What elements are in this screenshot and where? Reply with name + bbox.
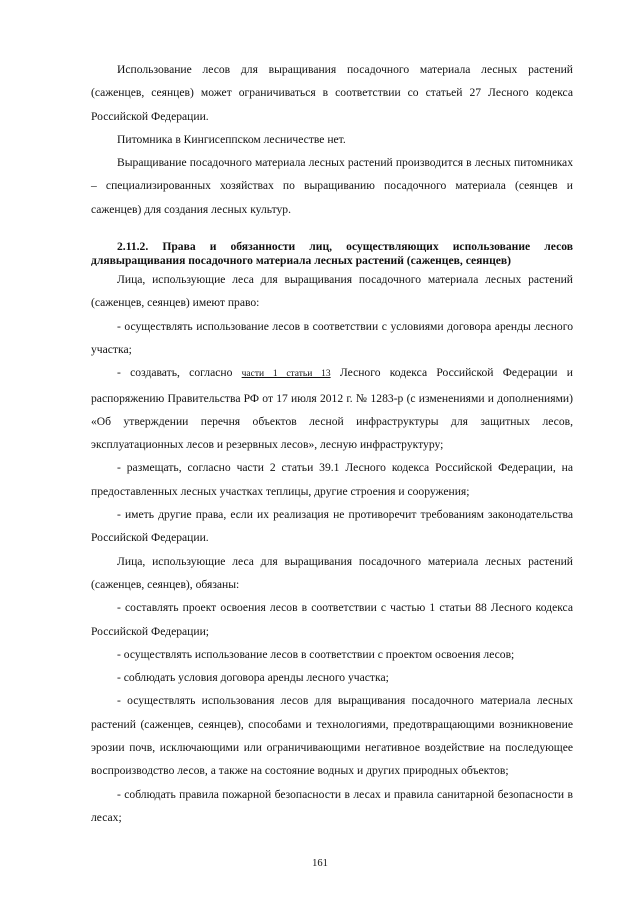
duties-intro: Лица, использующие леса для выращивания посадочного материала лесных растений (саженцев, сеянцев), обязаны: [91, 554, 573, 591]
rights-item-infrastructure-after: Лесного кодекса Российской Федерации и распоряжению Правительства РФ от 17 июля 2012 г. № 1283-р (с изменениями и дополнениями) «Об утверждении перечня объектов лесной инфраструктуры для защитных лесов, эксплуатационных лесов и резервных лесов», лесную инфраструктуру; [91, 366, 573, 452]
section-heading: 2.11.2. Права и обязанности лиц, осуществляющих использование лесов длявыращивания посадочного материала лесных растений (саженцев, сеянцев) [91, 240, 573, 268]
rights-item-infrastructure [91, 361, 573, 456]
duties-item-project: - составлять проект освоения лесов в соответствии с частью 1 статьи 88 Лесного кодекса Российской Федерации; [91, 601, 573, 638]
page-number: 161 [312, 858, 328, 869]
rights-item-infrastructure-before: - создавать, согласно [117, 366, 242, 380]
duties-item-safety: - соблюдать правила пожарной безопасности в лесах и правила санитарной безопасности в лесах; [91, 787, 573, 824]
duties-item-lease-terms: - соблюдать условия договора аренды лесного участка; [117, 671, 389, 685]
duties-item-use: - осуществлять использование лесов в соответствии с проектом освоения лесов; [117, 647, 515, 661]
rights-intro: Лица, использующие леса для выращивания посадочного материала лесных растений (саженцев, сеянцев) имеют право: [91, 273, 573, 310]
paragraph-nursery-definition: Выращивание посадочного материала лесных растений производится в лесных питомниках – специализированных хозяйствах по выращиванию посадочного материала (сеянцев и саженцев) для создания лесных культур. [91, 156, 573, 216]
law-reference-link[interactable]: части 1 статьи 13 [241, 369, 331, 380]
rights-item-greenhouses: - размещать, согласно части 2 статьи 39.1 Лесного кодекса Российской Федерации, на предоставленных лесных участках теплицы, другие строения и сооружения; [91, 461, 573, 498]
paragraph-usage-restriction: Использование лесов для выращивания посадочного материала лесных растений (саженцев, сеянцев) может ограничиваться в соответствии со статьей 27 Лесного кодекса Российской Федерации. [91, 63, 573, 123]
paragraph-no-nursery: Питомника в Кингисеппском лесничестве нет. [117, 132, 346, 146]
document-page [91, 58, 573, 829]
rights-item-lease: - осуществлять использование лесов в соответствии с условиями договора аренды лесного участка; [91, 319, 573, 356]
rights-item-other: - иметь другие права, если их реализация не противоречит требованиям законодательства Российской Федерации. [91, 508, 573, 545]
duties-item-methods: - осуществлять использования лесов для выращивания посадочного материала лесных растений (саженцев, сеянцев), способами и технологиями, предотвращающими возникновение эрозии почв, исключающими или ограничивающими негативное воздействие на последующее воспроизводство лесов, а также на состояние водных и других природных объектов; [91, 694, 573, 778]
